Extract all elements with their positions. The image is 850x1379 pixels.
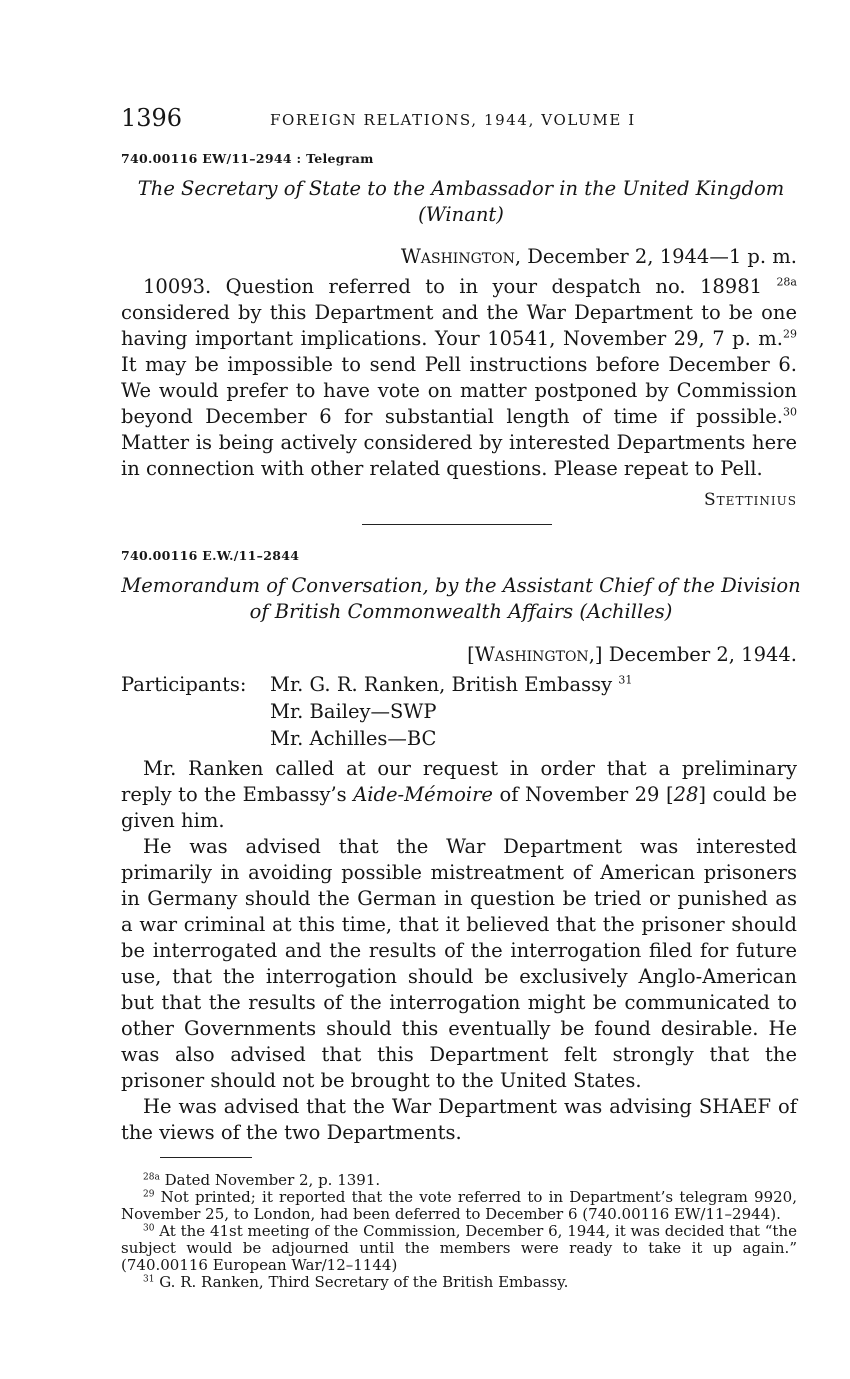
footnote-mark: 29 [143, 1189, 155, 1200]
telegram-dateline-date: , December 2, 1944—1 p. m. [514, 245, 797, 268]
telegram-dateline [401, 245, 797, 268]
footnote-ref-29: 29 [783, 327, 797, 341]
telegram-dateline-place: Washington [400, 245, 515, 268]
memo-paragraph-1 [121, 756, 797, 834]
participants-label: Participants: [121, 673, 247, 696]
memo-paragraph-2: He was advised that the War Department was interested primarily in avoiding possible mistreatment of American prisoners in Germany should the German in question be tried or punished as a war criminal at this time, that it believed that the prisoner should be interrogated and the results of the interrogation filed for future use, that the interrogation should be exclusively Anglo-American but that the results of the interrogation might be communicated to other Governments should this eventually be found desirable. He was also advised that this Department felt strongly that the prisoner should not be brought to the United States. [121, 835, 797, 1092]
memo-p1-text-1: Mr. Ranken called at our request in order that a preliminary reply to the Embassy’s [121, 757, 797, 806]
memo-file-number: 740.00116 E.W./11–2844 [121, 548, 300, 563]
memo-title-line1: Memorandum of Conversation, by the Assistant Chief of the Division [121, 574, 801, 597]
footnote-mark: 30 [143, 1223, 155, 1234]
footnote-mark: 28a [143, 1172, 160, 1183]
memo-p1-text-3: ] could be given him. [121, 783, 797, 832]
footnote-28a [121, 1172, 797, 1189]
telegram-file-number: 740.00116 EW/11–2944 : Telegram [121, 151, 374, 166]
memo-paragraph-3: He was advised that the War Department was advising SHAEF of the views of the two Departments. [121, 1095, 797, 1144]
footnote-31 [121, 1274, 797, 1291]
section-divider [362, 524, 552, 525]
telegram-text-4: Matter is being actively considered by interested Departments here in connection with other related questions. Please repeat to Pell. [121, 431, 797, 480]
memo-dateline [467, 643, 797, 666]
memo-p1-text-2: of November 29 [ [492, 783, 674, 806]
footnote-text: At the 41st meeting of the Commission, December 6, 1944, it was decided that “the subject would be adjourned until the members were ready to take it up again.” (740.00116 European War/12–1144) [121, 1222, 797, 1274]
footnote-text: G. R. Ranken, Third Secretary of the British Embassy. [159, 1273, 569, 1291]
telegram-text-1: 10093. Question referred to in your despatch no. 18981 [143, 275, 777, 298]
page-number: 1396 [121, 104, 183, 132]
memo-p1-aide-memoire: Aide-Mémoire [353, 783, 493, 806]
telegram-text-2: considered by this Department and the War Department to be one having important implications. Your 10541, November 29, 7 p. m. [121, 301, 797, 350]
memo-title [121, 573, 801, 625]
telegram-title [121, 176, 801, 228]
telegram-paragraph [121, 274, 797, 482]
memo-body [121, 756, 797, 1146]
participant-achilles: Mr. Achilles—BC [270, 727, 437, 750]
footnote-text: Dated November 2, p. 1391. [164, 1171, 381, 1189]
participants-list [270, 671, 632, 752]
telegram-title-line2: (Winant) [418, 203, 504, 226]
footnote-ref-28a: 28a [776, 275, 797, 289]
memo-title-line2: of British Commonwealth Affairs (Achilles) [249, 600, 673, 623]
participant-ranken-name: Mr. G. R. Ranken, British Embassy [270, 673, 613, 696]
footnote-text: Not printed; it reported that the vote referred to in Department’s telegram 9920, November 25, to London, had been deferred to December 6 (740.00116 EW/11–2944). [121, 1188, 797, 1223]
memo-dateline-date: ,] December 2, 1944. [588, 643, 797, 666]
footnote-mark: 31 [143, 1274, 155, 1285]
memo-dateline-open: [ [467, 643, 475, 666]
telegram-signature: Stettinius [704, 490, 797, 510]
telegram-title-line1: The Secretary of State to the Ambassador in the United Kingdom [137, 177, 785, 200]
memo-dateline-place: Washington [474, 643, 589, 666]
page-header [121, 104, 801, 136]
running-title: FOREIGN RELATIONS, 1944, VOLUME I [270, 111, 636, 129]
participant-ranken [270, 671, 632, 698]
footnotes [121, 1172, 797, 1291]
footnote-divider [160, 1157, 252, 1158]
footnote-ref-31: 31 [618, 673, 633, 687]
telegram-body [121, 274, 797, 482]
footnote-29 [121, 1189, 797, 1223]
footnote-ref-30: 30 [783, 405, 797, 419]
footnote-30 [121, 1223, 797, 1274]
telegram-text-3: It may be impossible to send Pell instructions before December 6. We would prefer to have vote on matter postponed by Commission beyond December 6 for substantial length of time if possible. [121, 353, 797, 428]
memo-p1-ref: 28 [673, 783, 699, 806]
participant-bailey: Mr. Bailey—SWP [270, 700, 437, 723]
